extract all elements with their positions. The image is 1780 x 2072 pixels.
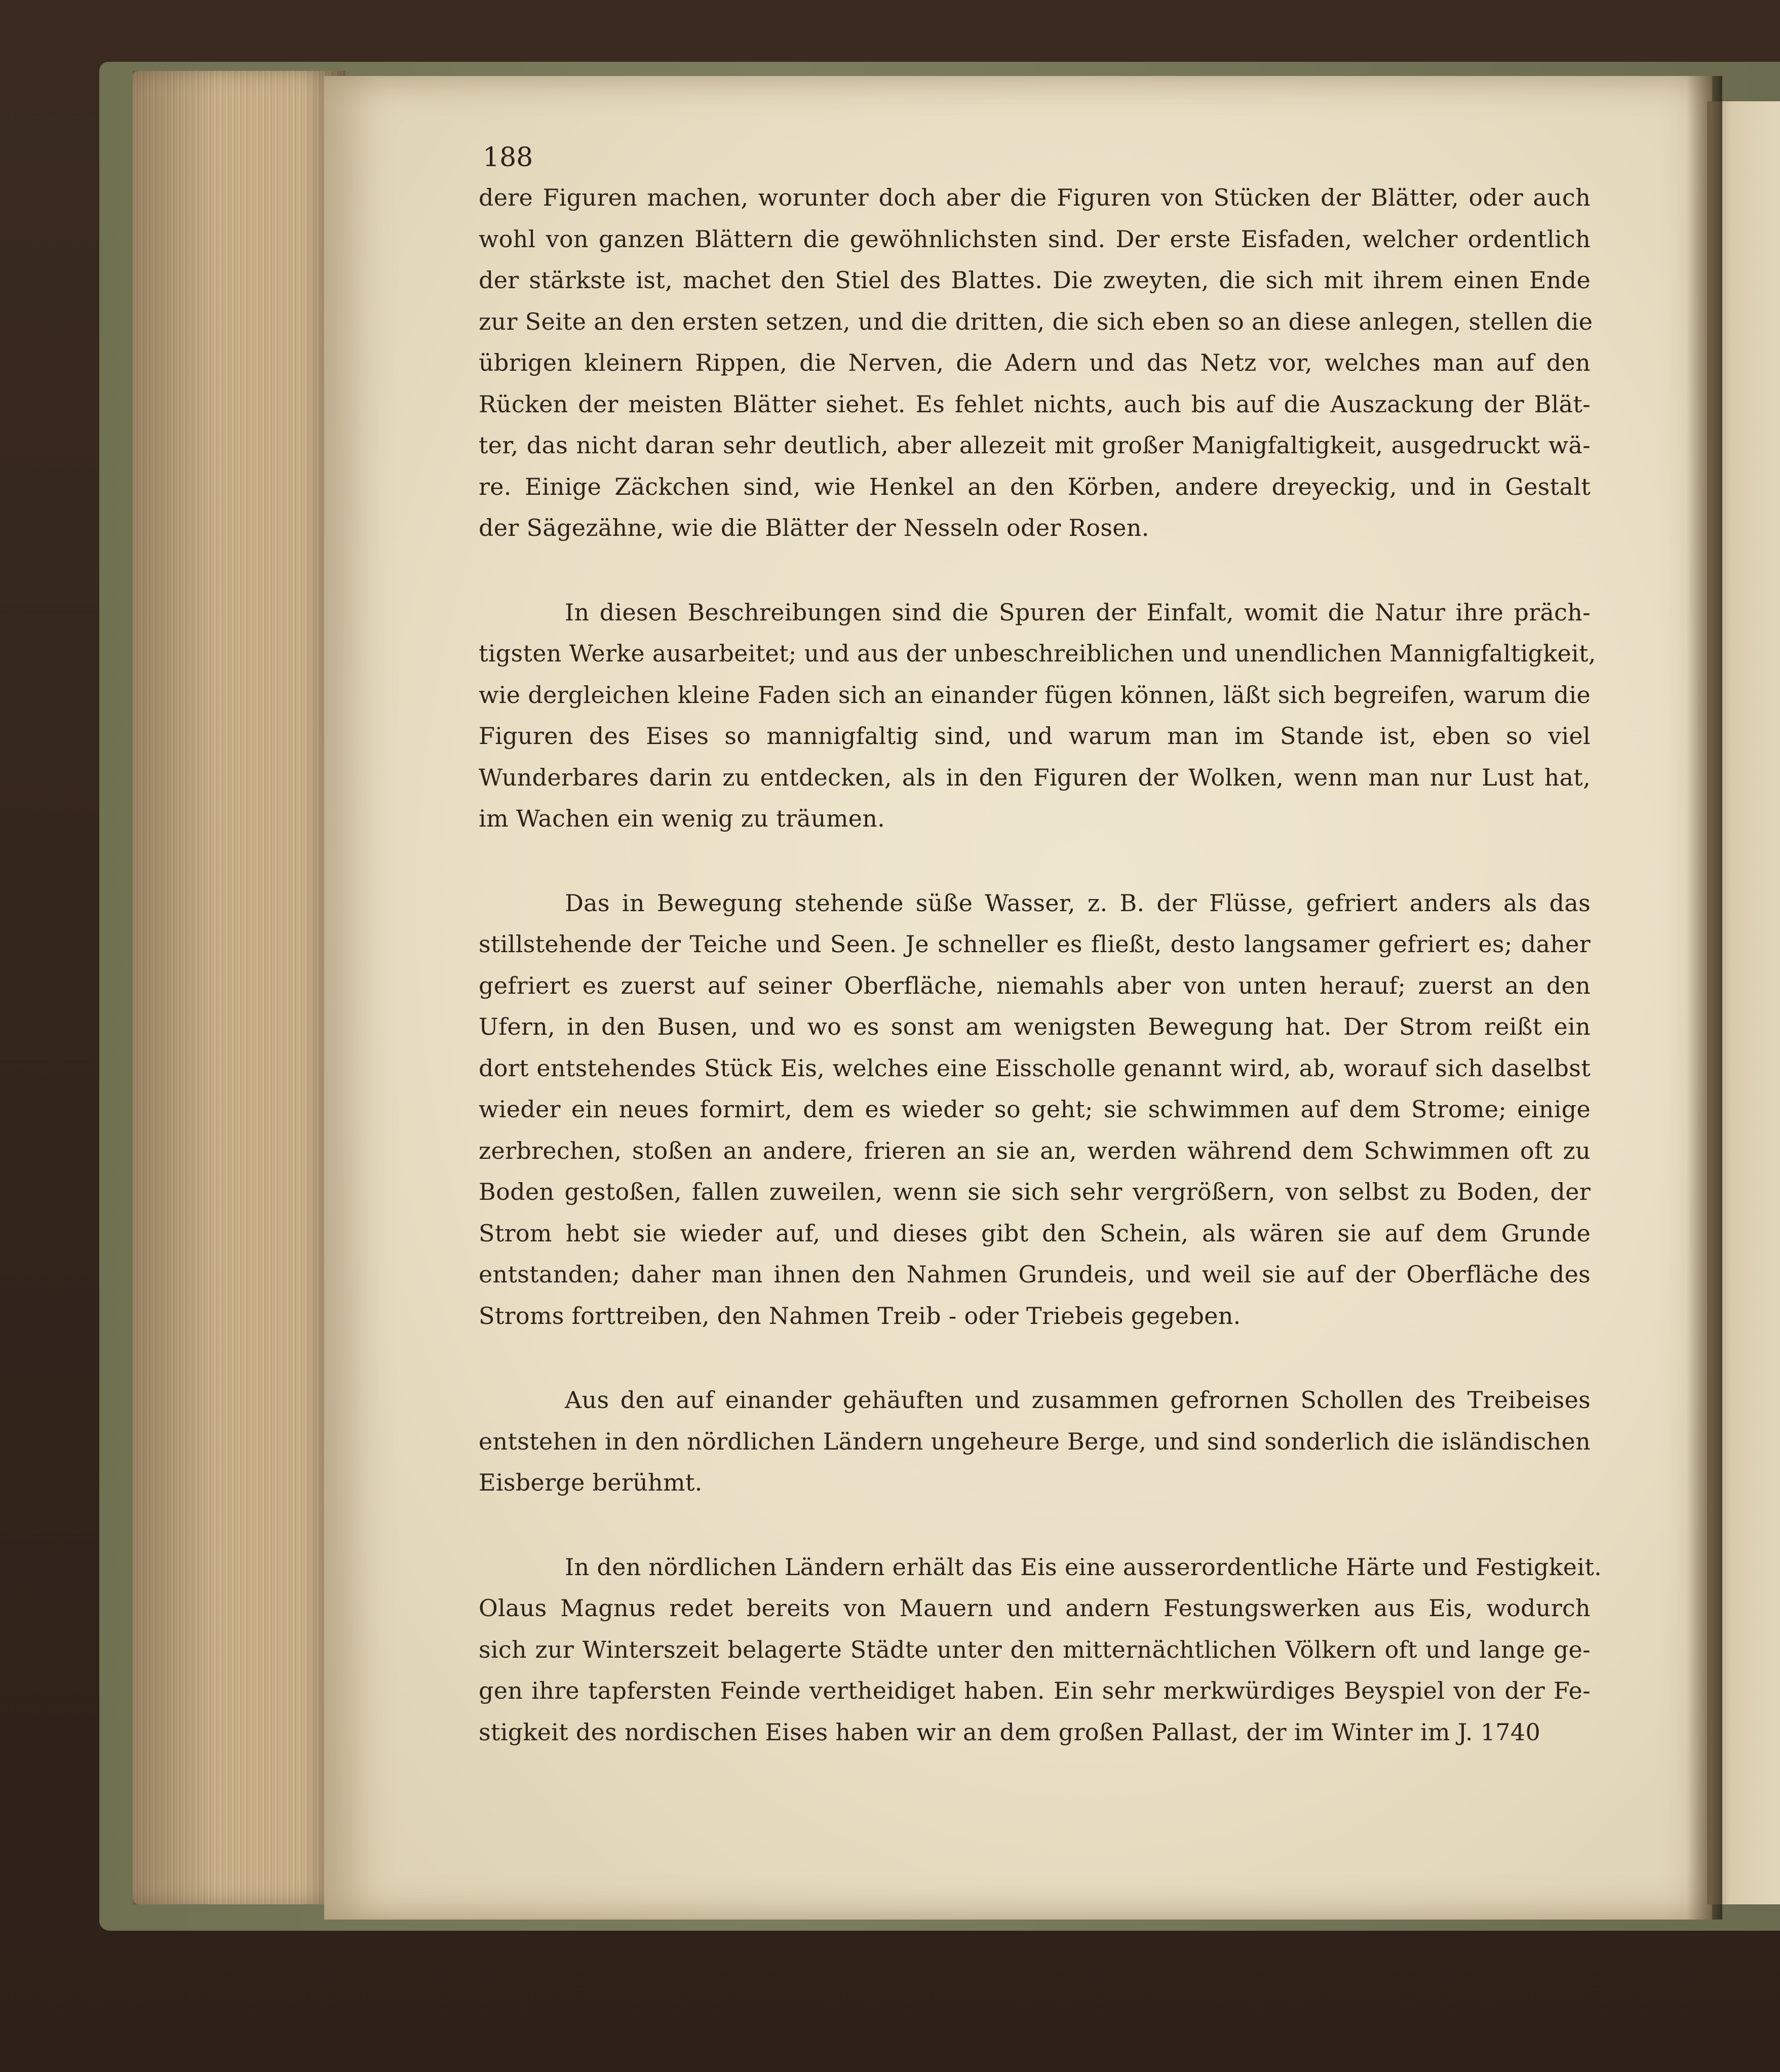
text-line: dort entstehendes Stück Eis, welches eine Eisscholle genannt wird, ab, worauf sich daselbst [479, 1054, 1591, 1082]
text-line: Eisberge berühmt. [479, 1469, 703, 1496]
paragraph [479, 1380, 1591, 1504]
text-line: entstanden; daher man ihnen den Nahmen Grundeis, und weil sie auf der Oberfläche des [479, 1261, 1591, 1288]
page-gutter [1687, 76, 1722, 1920]
text-line: stillstehende der Teiche und Seen. Je schneller es fließt, desto langsamer gefriert es; daher [479, 930, 1591, 958]
paragraph [479, 592, 1596, 840]
paragraph-gap [479, 549, 1591, 592]
text-line: re. Einige Zäckchen sind, wie Henkel an den Körben, andere dreyeckig, und in Gestalt [479, 473, 1591, 500]
text-line: Rücken der meisten Blätter siehet. Es fehlet nichts, auch bis auf die Auszackung der Blät- [479, 390, 1591, 418]
page-text [479, 141, 1602, 1753]
paragraph-gap [479, 840, 1591, 883]
text-line: Strom hebt sie wieder auf, und dieses gibt den Schein, als wären sie auf dem Grunde [479, 1219, 1591, 1247]
paragraph-gap [479, 1337, 1591, 1380]
text-line: wieder ein neues formirt, dem es wieder so geht; sie schwimmen auf dem Strome; einige [479, 1096, 1591, 1123]
text-line: wie dergleichen kleine Faden sich an einander fügen können, läßt sich begreifen, warum die [479, 681, 1591, 709]
page-block-edges [133, 71, 345, 1904]
text-line: In den nördlichen Ländern erhält das Eis eine ausserordentliche Härte und Festigkeit. [565, 1553, 1602, 1581]
text-line: zur Seite an den ersten setzen, und die dritten, die sich eben so an diese anlegen, stellen die [479, 307, 1593, 335]
text-line: sich zur Winterszeit belagerte Städte unter den mitternächtlichen Völkern oft und lange ge- [479, 1635, 1591, 1663]
text-line: In diesen Beschreibungen sind die Spuren der Einfalt, womit die Natur ihre präch- [565, 598, 1591, 626]
text-line: dere Figuren machen, worunter doch aber die Figuren von Stücken der Blätter, oder auch [479, 184, 1591, 211]
text-line: Wunderbares darin zu entdecken, als in den Figuren der Wolken, wenn man nur Lust hat, [479, 763, 1591, 791]
text-line: Boden gestoßen, fallen zuweilen, wenn sie sich sehr vergrößern, von selbst zu Boden, der [479, 1178, 1591, 1205]
text-line: der Sägezähne, wie die Blätter der Nesseln oder Rosen. [479, 514, 1149, 541]
text-line: zerbrechen, stoßen an andere, frieren an sie an, werden während dem Schwimmen oft zu [479, 1137, 1591, 1164]
text-line: gefriert es zuerst auf seiner Oberfläche, niemahls aber von unten herauf; zuerst an den [479, 971, 1591, 999]
paragraph [479, 1547, 1602, 1753]
text-line: ter, das nicht daran sehr deutlich, aber allezeit mit großer Manigfaltigkeit, ausgedruckt wä- [479, 432, 1591, 459]
text-line: entstehen in den nördlichen Ländern ungeheure Berge, und sind sonderlich die isländischen [479, 1427, 1591, 1455]
text-line: tigsten Werke ausarbeitet; und aus der unbeschreiblichen und unendlichen Mannigfaltigkeit, [479, 640, 1596, 667]
page-number: 188 [483, 142, 533, 173]
paragraph [479, 177, 1591, 549]
text-line: gen ihre tapfersten Feinde vertheidiget haben. Ein sehr merkwürdiges Beyspiel von der Fe- [479, 1677, 1591, 1704]
text-line: der stärkste ist, machet den Stiel des Blattes. Die zweyten, die sich mit ihrem einen Ende [479, 266, 1591, 294]
text-line: im Wachen ein wenig zu träumen. [479, 805, 885, 832]
paragraph [479, 883, 1591, 1337]
text-line: Das in Bewegung stehende süße Wasser, z. B. der Flüsse, gefriert anders als das [565, 889, 1591, 917]
paragraph-gap [479, 1504, 1591, 1547]
text-line: Aus den auf einander gehäuften und zusammen gefrornen Schollen des Treibeises [565, 1386, 1591, 1414]
text-line: stigkeit des nordischen Eises haben wir an dem großen Pallast, der im Winter im J. 1740 [479, 1718, 1541, 1746]
text-line: wohl von ganzen Blättern die gewöhnlichsten sind. Der erste Eisfaden, welcher ordentlich [479, 225, 1591, 253]
text-line: Figuren des Eises so mannigfaltig sind, und warum man im Stande ist, eben so viel [479, 722, 1591, 750]
text-line: Ufern, in den Busen, und wo es sonst am wenigsten Bewegung hat. Der Strom reißt ein [479, 1013, 1591, 1040]
paragraphs [479, 177, 1602, 1753]
text-line: Stroms forttreiben, den Nahmen Treib - oder Triebeis gegeben. [479, 1302, 1241, 1330]
text-line: übrigen kleinern Rippen, die Nerven, die Adern und das Netz vor, welches man auf den [479, 349, 1591, 376]
text-line: Olaus Magnus redet bereits von Mauern und andern Festungswerken aus Eis, wodurch [479, 1594, 1591, 1622]
